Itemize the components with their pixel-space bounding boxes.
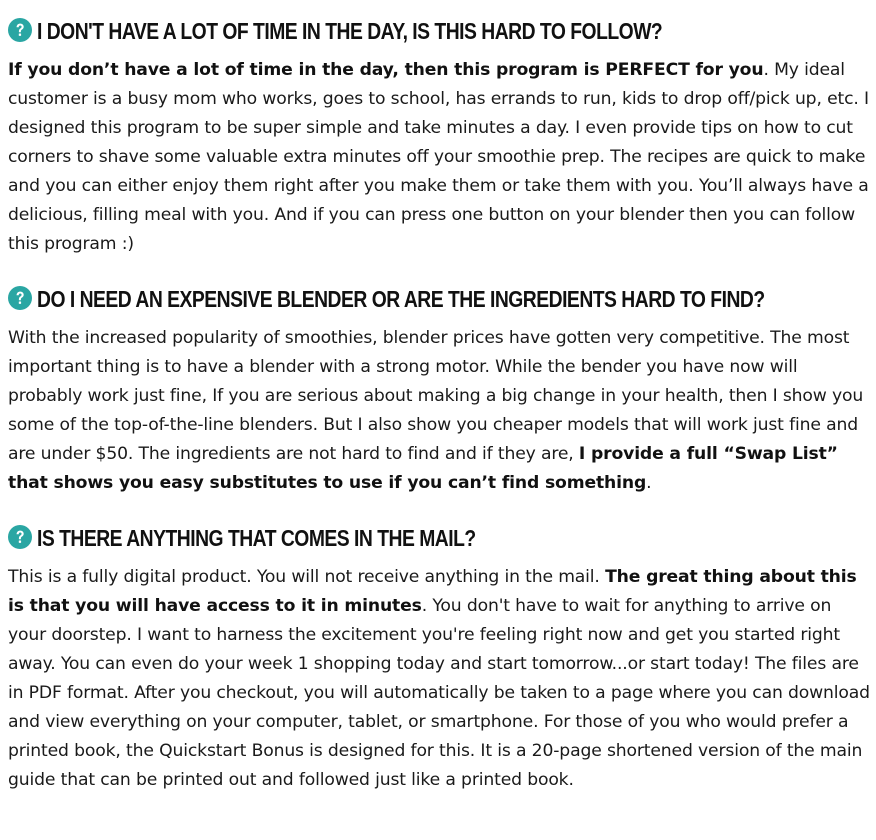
- faq-answer: [8, 56, 872, 259]
- answer-bold-lead: If you don’t have a lot of time in the day, then this program is PERFECT for you: [8, 60, 764, 80]
- faq-answer: [8, 563, 872, 795]
- faq-list: [8, 14, 872, 795]
- faq-item-blender: [8, 282, 872, 498]
- faq-answer: [8, 324, 872, 498]
- faq-question: [8, 521, 872, 555]
- answer-text-end: .: [646, 473, 652, 493]
- faq-item-mail: [8, 521, 872, 795]
- faq-question-text: DO I NEED AN EXPENSIVE BLENDER OR ARE THE INGREDIENTS HARD TO FIND?: [37, 285, 765, 312]
- question-circle-icon: [8, 286, 32, 310]
- question-circle-icon: [8, 18, 32, 42]
- question-circle-icon: [8, 525, 32, 549]
- faq-question: [8, 282, 872, 316]
- faq-question-text: I DON'T HAVE A LOT OF TIME IN THE DAY, IS THIS HARD TO FOLLOW?: [37, 17, 663, 44]
- answer-bold: I provide a full “Swap List” that shows you easy substitutes to use if you can’t find something: [8, 444, 838, 493]
- faq-question: [8, 14, 872, 48]
- faq-item-time: [8, 14, 872, 259]
- faq-question-text: IS THERE ANYTHING THAT COMES IN THE MAIL?: [37, 524, 476, 551]
- answer-text-end: . You don't have to wait for anything to arrive on your doorstep. I want to harness the excitement you're feeling right now and get you started right away. You can even do your week 1 shopping today and start tomorrow...or start today! The files are in PDF format. After you checkout, you will automatically be taken to a page where you can download and view everything on your computer, tablet, or smartphone. For those of you who would prefer a printed book, the Quickstart Bonus is designed for this. It is a 20-page shortened version of the main guide that can be printed out and followed just like a printed book.: [8, 596, 870, 790]
- answer-text: . My ideal customer is a busy mom who works, goes to school, has errands to run, kids to drop off/pick up, etc. I designed this program to be super simple and take minutes a day. I even provide tips on how to cut corners to shave some valuable extra minutes off your smoothie prep. The recipes are quick to make and you can either enjoy them right after you make them or take them with you. You’ll always have a delicious, filling meal with you. And if you can press one button on your blender then you can follow this program :): [8, 60, 869, 254]
- answer-text: This is a fully digital product. You will not receive anything in the mail.: [8, 567, 606, 587]
- answer-text: With the increased popularity of smoothies, blender prices have gotten very competitive. The most important thing is to have a blender with a strong motor. While the bender you have now will probably work just fine, If you are serious about making a big change in your health, then I show you some of the top-of-the-line blenders. But I also show you cheaper models that will work just fine and are under $50. The ingredients are not hard to find and if they are,: [8, 328, 864, 464]
- answer-bold: The great thing about this is that you will have access to it in minutes: [8, 567, 857, 616]
